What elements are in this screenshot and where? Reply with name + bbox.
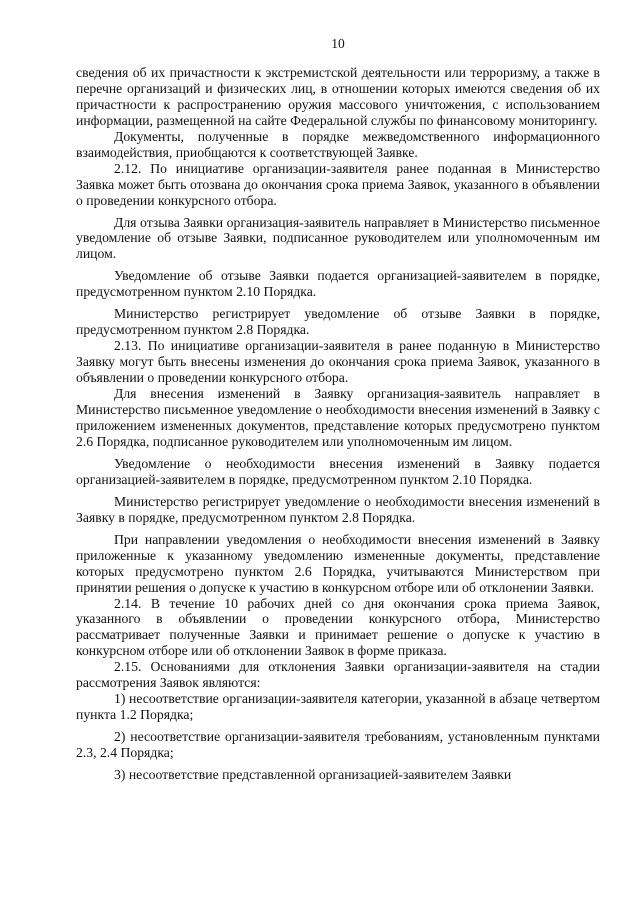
paragraph-changes-registration: Министерство регистрирует уведомление о необходимости внесения изменений в Заявку в порядке, предусмотренном пунктом 2.8 Порядка. <box>76 493 600 525</box>
paragraph-2-13: 2.13. По инициативе организации-заявителя в ранее поданную в Министерство Заявку могут быть внесены изменения до окончания срока приема Заявок, указанного в объявлении о проведении конкурсного отбора. <box>76 338 600 386</box>
paragraph-2-14: 2.14. В течение 10 рабочих дней со дня окончания срока приема Заявок, указанного в объявлении о проведении конкурсного отбора, Министерство рассматривает полученные Заявки и принимает решение о допуске к участию в конкурсном отборе или об отклонении Заявок в форме приказа. <box>76 595 600 659</box>
paragraph-2-12: 2.12. По инициативе организации-заявителя ранее поданная в Министерство Заявка может быть отозвана до окончания срока приема Заявок, указанного в объявлении о проведении конкурсного отбора. <box>76 160 600 208</box>
paragraph-withdrawal: Для отзыва Заявки организация-заявитель направляет в Министерство письменное уведомление об отзыве Заявки, подписанное руководителем или уполномоченным им лицом. <box>76 214 600 262</box>
paragraph-changes-notice: Уведомление о необходимости внесения изменений в Заявку подается организацией-заявителем в порядке, предусмотренном пунктом 2.10 Порядка. <box>76 455 600 487</box>
paragraph-notice-submission: Уведомление об отзыве Заявки подается организацией-заявителем в порядке, предусмотренном пунктом 2.10 Порядка. <box>76 268 600 300</box>
paragraph-2-15: 2.15. Основаниями для отклонения Заявки организации-заявителя на стадии рассмотрения Заявок являются: <box>76 659 600 691</box>
paragraph-changes: Для внесения изменений в Заявку организация-заявитель направляет в Министерство письменное уведомление о необходимости внесения изменений в Заявку с приложением измененных документов, представление которых предусмотрено пунктом 2.6 Порядка, подписанное руководителем или уполномоченным им лицом. <box>76 386 600 449</box>
paragraph-documents: Документы, полученные в порядке межведомственного информационного взаимодействия, приобщаются к соответствующей Заявке. <box>76 128 600 160</box>
list-item-2: 2) несоответствие организации-заявителя требованиям, установленным пунктами 2.3, 2.4 Порядка; <box>76 729 600 761</box>
list-item-1: 1) несоответствие организации-заявителя категории, указанной в абзаце четвертом пункта 1.2 Порядка; <box>76 691 600 723</box>
page-number: 10 <box>331 36 345 51</box>
paragraph-registration: Министерство регистрирует уведомление об отзыве Заявки в порядке, предусмотренном пунктом 2.8 Порядка. <box>76 306 600 338</box>
paragraph-changed-docs: При направлении уведомления о необходимости внесения изменений в Заявку приложенные к указанному уведомлению измененные документы, представление которых предусмотрено пунктом 2.6 Порядка, учитываются Министерством при принятии решения о допуске к участию в конкурсном отборе или об отклонении Заявки. <box>76 531 600 595</box>
paragraph-continuation: сведения об их причастности к экстремистской деятельности или терроризму, а также в перечне организаций и физических лиц, в отношении которых имеются сведения об их причастности к распространению оружия массового уничтожения, с использованием информации, размещенной на сайте Федеральной службы по финансовому мониторингу. <box>76 64 600 128</box>
list-item-3: 3) несоответствие представленной организацией-заявителем Заявки <box>114 767 512 783</box>
